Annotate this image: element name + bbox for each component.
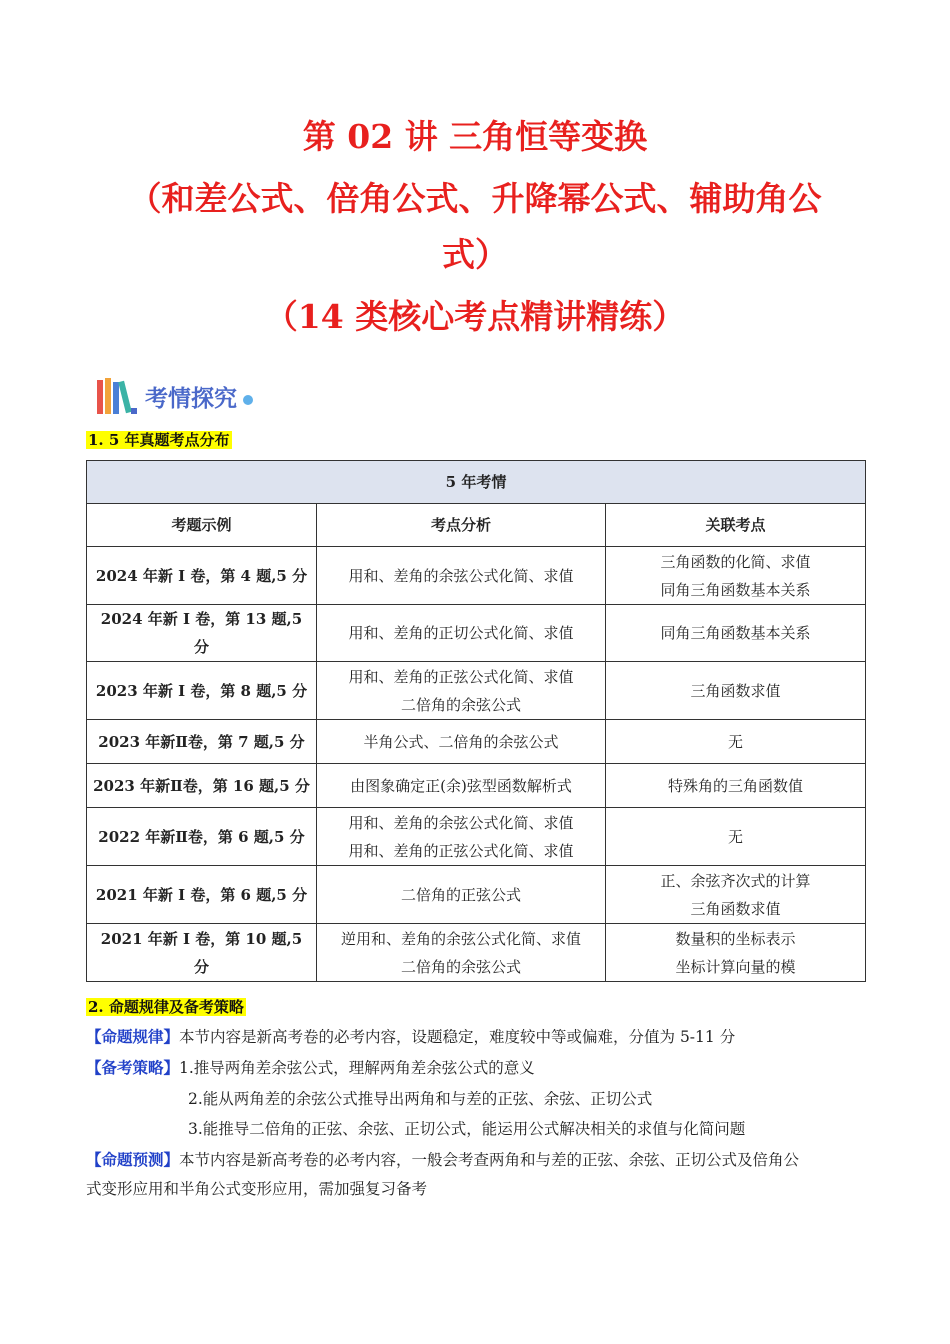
table-row	[87, 605, 866, 662]
related-line: 三角函数求值	[690, 899, 781, 918]
analysis-line: 用和、差角的正弦公式化简、求值	[348, 841, 574, 860]
analysis-line: 二倍角的余弦公式	[400, 957, 521, 976]
analysis-cell	[317, 720, 606, 764]
forecast-paragraph	[86, 1146, 799, 1174]
related-line: 三角函数求值	[690, 681, 781, 700]
related-line: 正、余弦齐次式的计算	[660, 871, 811, 890]
related-cell	[606, 547, 866, 605]
title-line-2: （和差公式、倍角公式、升降幂公式、辅助角公	[128, 179, 822, 218]
exam-example-cell: 2021 年新 I 卷，第 10 题,5 分	[87, 924, 317, 982]
law-paragraph	[86, 1023, 735, 1051]
exam-example-cell: 2022 年新Ⅱ卷，第 6 题,5 分	[87, 808, 317, 866]
strategy-tag: 【备考策略】	[86, 1058, 180, 1077]
exam-example-cell: 2023 年新Ⅱ卷，第 7 题,5 分	[87, 720, 317, 764]
related-cell	[606, 605, 866, 662]
section1-heading: 1. 5 年真题考点分布	[88, 431, 230, 449]
table-caption: 5 年考情	[87, 461, 866, 504]
exam-example-cell: 2021 年新 I 卷，第 6 题,5 分	[87, 866, 317, 924]
related-line: 三角函数的化简、求值	[660, 552, 811, 571]
analysis-cell	[317, 866, 606, 924]
analysis-cell	[317, 605, 606, 662]
section-banner	[95, 374, 253, 418]
column-header: 考题示例	[87, 504, 317, 547]
strategy-item: 1.推导两角差余弦公式，理解两角差余弦公式的意义	[179, 1059, 535, 1077]
related-line: 同角三角函数基本关系	[660, 580, 811, 599]
title-line-1: 第 02 讲 三角恒等变换	[302, 117, 648, 156]
analysis-line: 二倍角的正弦公式	[400, 885, 521, 904]
analysis-line: 半角公式、二倍角的余弦公式	[363, 732, 559, 751]
analysis-line: 由图象确定正(余)弦型函数解析式	[350, 776, 572, 795]
analysis-cell	[317, 662, 606, 720]
analysis-line: 二倍角的余弦公式	[400, 695, 521, 714]
analysis-cell	[317, 764, 606, 808]
related-line: 特殊角的三角函数值	[668, 776, 804, 795]
exam-example-cell: 2023 年新 I 卷，第 8 题,5 分	[87, 662, 317, 720]
related-line: 无	[728, 732, 744, 751]
analysis-line: 用和、差角的正弦公式化简、求值	[348, 667, 574, 686]
table-row	[87, 547, 866, 605]
title-line-3: 式）	[442, 235, 508, 274]
exam-example-cell: 2023 年新Ⅱ卷，第 16 题,5 分	[87, 764, 317, 808]
strategy-item: 3.能推导二倍角的正弦、余弦、正切公式，能运用公式解决相关的求值与化简问题	[188, 1120, 746, 1138]
table-row	[87, 662, 866, 720]
analysis-line: 用和、差角的余弦公式化简、求值	[348, 813, 574, 832]
related-line: 无	[728, 827, 744, 846]
forecast-text-continued: 式变形应用和半角公式变形应用，需加强复习备考	[86, 1180, 428, 1198]
column-header: 考点分析	[317, 504, 606, 547]
forecast-text: 本节内容是新高考卷的必考内容，一般会考查两角和与差的正弦、余弦、正切公式及倍角公	[179, 1151, 800, 1169]
related-cell	[606, 866, 866, 924]
related-line: 同角三角函数基本关系	[660, 624, 811, 642]
analysis-line: 逆用和、差角的余弦公式化简、求值	[340, 929, 581, 948]
table-row	[87, 808, 866, 866]
forecast-tag: 【命题预测】	[86, 1150, 180, 1169]
related-cell	[606, 764, 866, 808]
table-row	[87, 924, 866, 982]
table-row	[87, 866, 866, 924]
section2-heading: 2. 命题规律及备考策略	[88, 998, 244, 1016]
law-text: 本节内容是新高考卷的必考内容，设题稳定，难度较中等或偏难，分值为 5-11 分	[179, 1028, 736, 1046]
analysis-cell	[317, 547, 606, 605]
related-line: 数量积的坐标表示	[675, 929, 796, 948]
strategy-item: 2.能从两角差的余弦公式推导出两角和与差的正弦、余弦、正切公式	[188, 1090, 653, 1108]
title-line-4: （14 类核心考点精讲精练）	[264, 297, 686, 336]
banner-title: 考情探究	[145, 385, 237, 412]
law-tag: 【命题规律】	[86, 1027, 180, 1046]
analysis-line: 用和、差角的正切公式化简、求值	[348, 624, 574, 642]
dot-icon	[243, 395, 253, 405]
exam-example-cell: 2024 年新 I 卷，第 13 题,5 分	[87, 605, 317, 662]
books-icon	[95, 376, 143, 416]
exam-example-cell: 2024 年新 I 卷，第 4 题,5 分	[87, 547, 317, 605]
column-header: 关联考点	[606, 504, 866, 547]
strategy-paragraph	[86, 1054, 535, 1082]
related-cell	[606, 720, 866, 764]
table-row	[87, 720, 866, 764]
analysis-cell	[317, 924, 606, 982]
related-line: 坐标计算向量的模	[675, 957, 796, 976]
table-row	[87, 764, 866, 808]
analysis-cell	[317, 808, 606, 866]
exam-distribution-table	[86, 460, 866, 982]
analysis-line: 用和、差角的余弦公式化简、求值	[348, 566, 574, 585]
related-cell	[606, 924, 866, 982]
related-cell	[606, 808, 866, 866]
related-cell	[606, 662, 866, 720]
